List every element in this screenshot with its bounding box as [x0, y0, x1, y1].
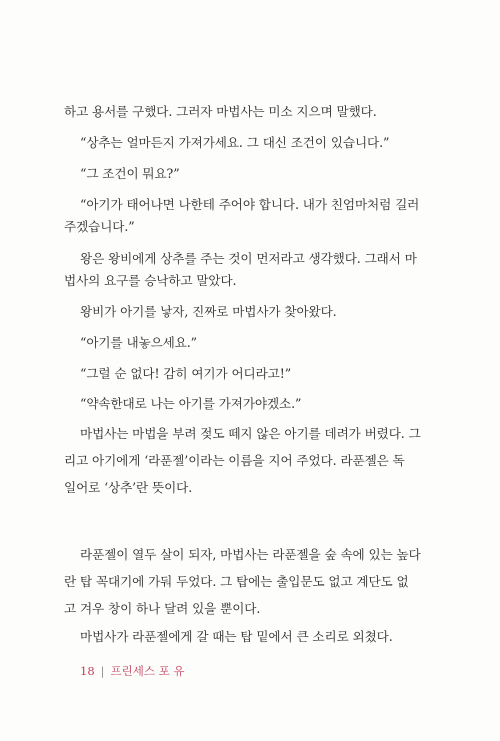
body-line: 왕비가 아기를 낳자, 진짜로 마법사가 찾아왔다.: [80, 304, 337, 319]
body-line: “그럴 순 없다! 감히 여기가 어디라고!”: [80, 366, 292, 381]
body-line: “아기를 내놓으세요.”: [80, 335, 198, 350]
body-line: 일어로 ‘상추’란 뜻이다.: [64, 480, 193, 495]
body-line: 리고 아기에게 ‘라푼젤’이라는 이름을 지어 주었다. 라푼젤은 독: [64, 453, 405, 468]
body-line: 고 겨우 창이 하나 달려 있을 뿐이다.: [64, 601, 261, 616]
page-footer: [80, 663, 184, 679]
body-line: 란 탑 꼭대기에 가둬 두었다. 그 탑에는 출입문도 없고 계단도 없: [64, 574, 409, 589]
body-line: 마법사는 마법을 부려 젖도 떼지 않은 아기를 데려가 버렸다. 그: [80, 426, 421, 441]
body-line: 왕은 왕비에게 상추를 주는 것이 먼저라고 생각했다. 그래서 마: [80, 251, 417, 266]
body-line: “약속한대로 나는 아기를 가져가야겠소.”: [80, 396, 302, 411]
body-line: 주겠습니다.”: [64, 219, 135, 234]
body-line: 법사의 요구를 승낙하고 말았다.: [64, 273, 237, 288]
body-line: “상추는 얼마든지 가져가세요. 그 대신 조건이 있습니다.”: [80, 135, 390, 150]
body-line: 마법사가 라푼젤에게 갈 때는 탑 밑에서 큰 소리로 외쳤다.: [80, 629, 393, 644]
book-title: 프린세스 포 유: [110, 664, 185, 678]
footer-separator: |: [100, 664, 105, 678]
body-line: 라푼젤이 열두 살이 되자, 마법사는 라푼젤을 숲 속에 있는 높다: [80, 547, 421, 562]
page-number: 18: [80, 664, 95, 678]
body-line: “그 조건이 뭐요?”: [80, 166, 180, 181]
body-line: “아기가 태어나면 나한테 주어야 합니다. 내가 친엄마처럼 길러: [80, 197, 420, 212]
body-line: 하고 용서를 구했다. 그러자 마법사는 미소 지으며 말했다.: [64, 104, 377, 119]
